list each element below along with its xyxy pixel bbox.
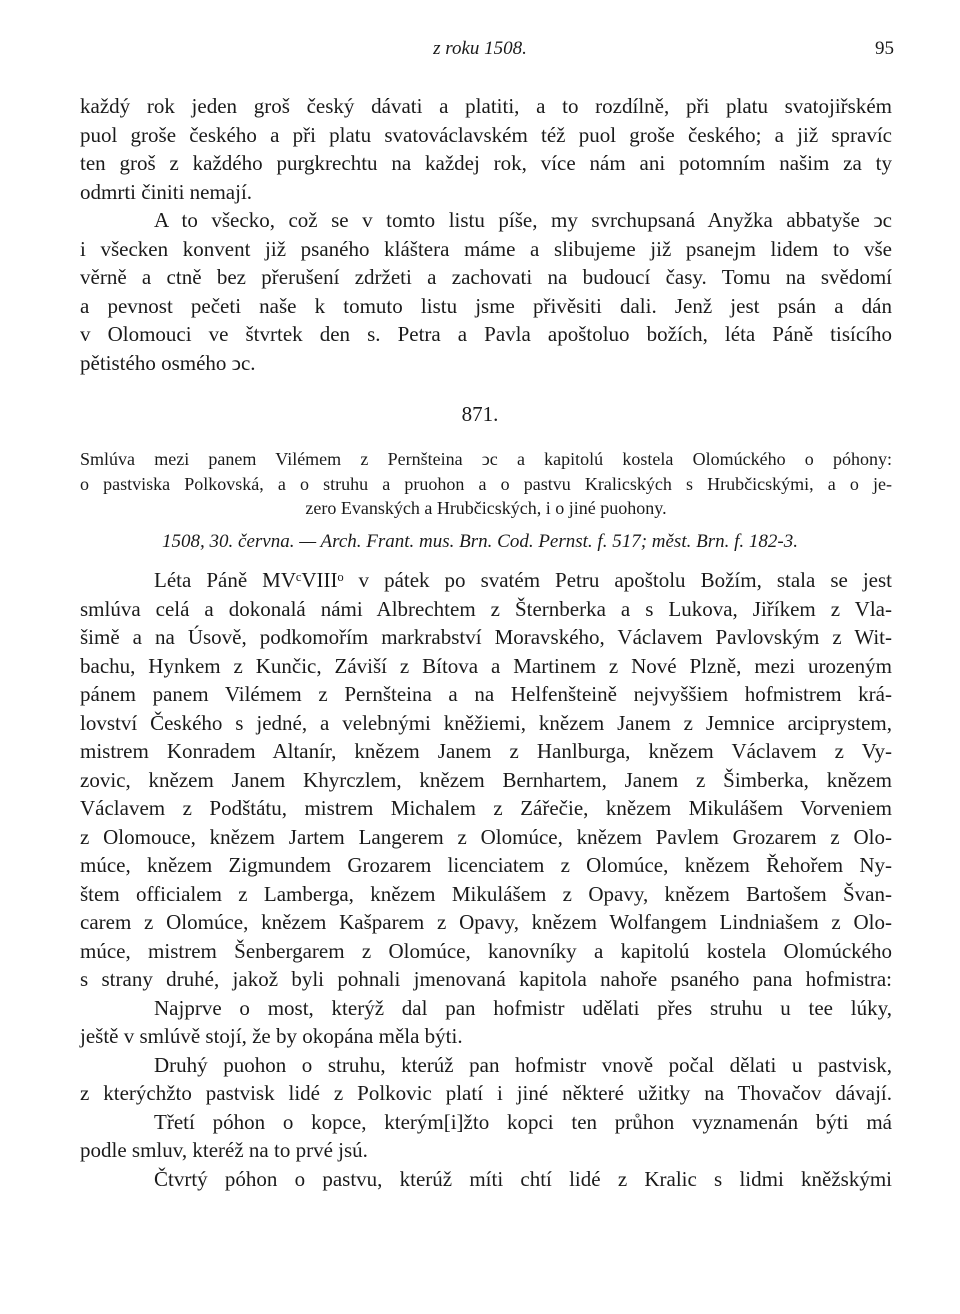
text-line: puol groše českého a při platu svatováclavském též puol groše českého; a již spravíc [80, 122, 892, 147]
text-line: ještě v smlúvě stojí, že by okopána měla býti. [80, 1024, 463, 1048]
text-line: v Olomouci ve štvrtek den s. Petra a Pavla apoštoluo božích, léta Páně tisícího [80, 322, 892, 346]
text-line: a pevnost pečeti naše k tomuto listu jsme přivěsiti dali. Jenž jest psán a dán [80, 293, 892, 318]
text-line: mistrem Konradem Altanír, knězem Janem z Hanlburga, knězem Václavem z Vy- [80, 739, 892, 763]
page-number: 95 [875, 38, 894, 59]
source-citation: 1508, 30. června. — Arch. Frant. mus. Brn. Cod. Pernst. f. 517; měst. Brn. f. 182-3. [162, 531, 798, 552]
text-line: s strany druhé, jakož byli pohnali jmenovaná kapitola nahoře psaného pana hofmistra: [80, 967, 892, 991]
text-line: pánem panem Vilémem z Pernšteina a na Helfenšteině nejvyššiem hofmistrem krá- [80, 682, 892, 706]
text-line: bachu, Hynkem z Kunčic, Záviší z Bítova a Martinem z Nové Plzně, mezi urozeným [80, 653, 892, 678]
text-line: i všecken konvent již psaného kláštera máme a slibujeme již psanejm lidem to vše [80, 236, 892, 261]
charter-text-end [80, 92, 892, 377]
text-line: pětistého osmého ͻc. [80, 350, 256, 375]
text-line: carem z Olomúce, knězem Kašparem z Opavy, knězem Wolfangem Lindniašem z Olo- [80, 910, 892, 934]
text-line: lovství Českého s jedné, a velebnými kněžiemi, knězem Janem z Jemnice arciprystem, [80, 710, 892, 735]
text-line: z kterýchžto pastvisk lidé z Polkovic platí i jiné některé užitky na Thovačov dávají. [80, 1081, 892, 1105]
text-line: věrně a ctně bez přerušení zdržeti a zachovati na budoucí časy. Tomu na svědomí [80, 265, 892, 289]
document-summary [80, 447, 892, 521]
summary-line: zero Evanských a Hrubčicských, i o jiné puohony. [305, 498, 667, 519]
summary-line: o pastviska Polkovská, a o struhu a pruohon a o pastvu Kralicských s Hrubčicskými, a o je- [80, 473, 892, 494]
text-line: múce, knězem Zigmundem Grozarem licenciatem z Olomúce, knězem Řehořem Ny- [80, 853, 892, 877]
document-number: 871. [461, 402, 499, 426]
text-line: Třetí póhon o kopce, kterým[i]žto kopci ten průhon vyznamenán býti má [154, 1109, 892, 1134]
text-line: odmrti činiti nemají. [80, 179, 253, 204]
text-line: ten groš z každého purgkrechtu na každej rok, více nám ani potomním našim za ty [80, 151, 892, 175]
text-line: zovic, knězem Janem Khyrczlem, knězem Bernhartem, Janem z Šimberka, knězem [80, 767, 892, 792]
text-line: múce, mistrem Šenbergarem z Olomúce, kanovníky a kapitolú kostela Olomúckého [80, 938, 892, 963]
text-line: Václavem z Podštátu, mistrem Michalem z Zářečie, knězem Mikulášem Vorveniem [80, 796, 892, 820]
text-line: z Olomouce, knězem Jartem Langerem z Olomúce, knězem Pavlem Grozarem z Olo- [80, 824, 892, 849]
text-line: smlúva celá a dokonalá námi Albrechtem z Šternberka a s Lukova, Jiříkem z Vla- [80, 596, 892, 621]
summary-line: Smlúva mezi panem Vilémem z Pernšteina ͻc a kapitolú kostela Olomúckého o póhony: [80, 449, 892, 469]
text-line: štem officialem z Lamberga, knězem Mikulášem z Opavy, knězem Bartošem Švan- [80, 881, 892, 906]
text-line: Druhý puohon o struhu, kterúž pan hofmistr vnově počal dělati u pastvisk, [154, 1052, 892, 1077]
text-line: Najprve o most, kterýž dal pan hofmistr udělati přes struhu u tee lúky, [154, 995, 892, 1020]
running-title: z roku 1508. [433, 38, 527, 59]
text-line: šimě a na Úsově, podkomořím markrabství Moravského, Václavem Pavlovským z Wit- [80, 625, 892, 649]
text-line: každý rok jeden groš český dávati a platiti, a to rozdílně, při platu svatojiřském [80, 94, 892, 118]
text-line: podle smluv, kteréž na to prvé jsú. [80, 1138, 368, 1162]
text-line: Léta Páně MVᶜVIIIᵒ v pátek po svatém Petru apoštolu Božím, stala se jest [154, 568, 892, 592]
charter-text [80, 566, 892, 1193]
text-line: A to všecko, což se v tomto listu píše, my svrchupsaná Anyžka abbatyše ͻc [154, 208, 892, 232]
text-line: Čtvrtý póhon o pastvu, kterúž míti chtí lidé z Kralic s lidmi kněžskými [154, 1166, 892, 1191]
